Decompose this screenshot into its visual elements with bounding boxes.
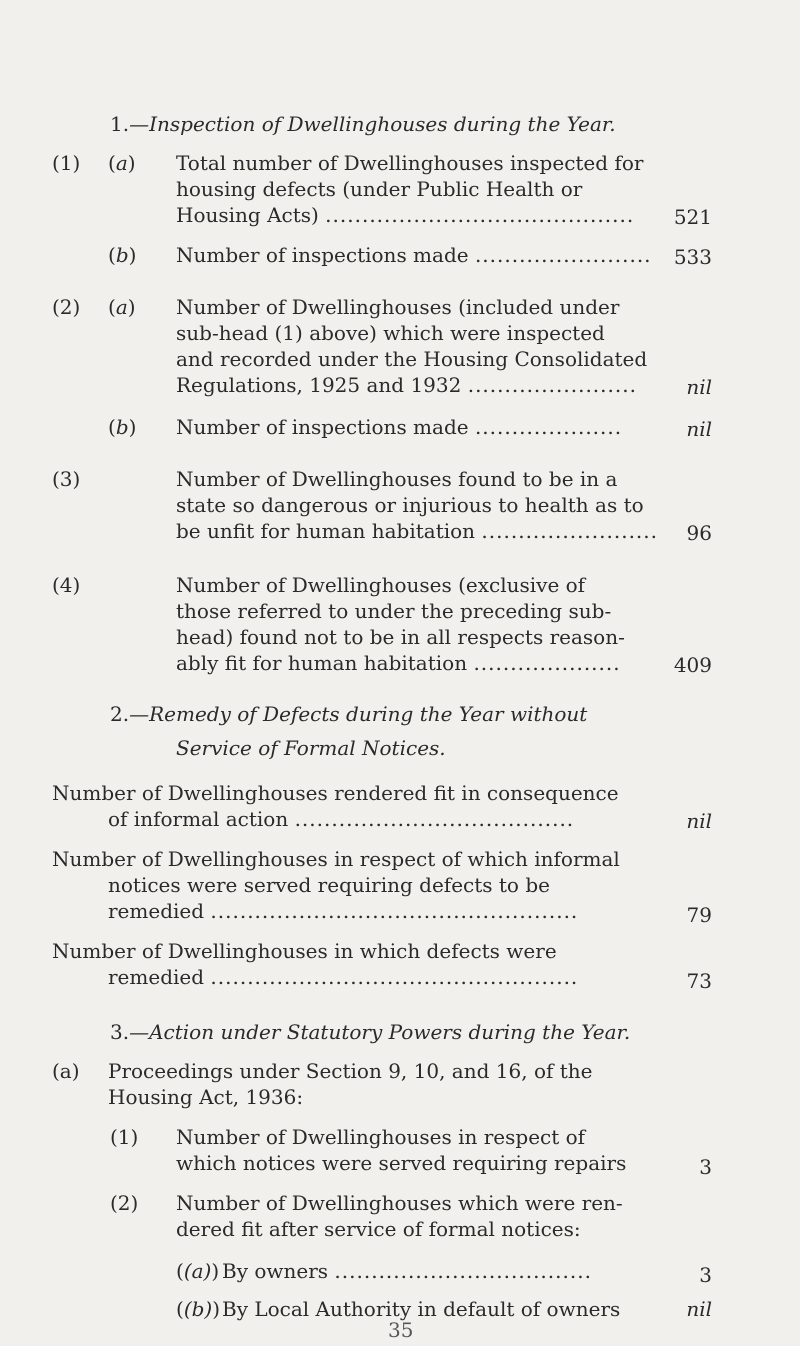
- s2-item-3-line-1: Number of Dwellinghouses in which defects were: [52, 939, 557, 963]
- section-1-title: —Inspection of Dwellinghouses during the Year.: [129, 112, 616, 136]
- item-1a-value: 521: [673, 205, 712, 229]
- item-4-line-1: Number of Dwellinghouses (exclusive of: [176, 573, 586, 597]
- section-3-heading: [110, 1020, 630, 1044]
- item-4-line-3: head) found not to be in all respects reason-: [176, 625, 625, 649]
- item-2a-value: nil: [686, 375, 712, 399]
- item-1b-sub: (b): [108, 243, 137, 267]
- section-2-title-line-2: Service of Formal Notices.: [176, 736, 446, 760]
- s2-item-1-line-2: of informal action ......................................: [108, 807, 575, 831]
- section-2-heading: [110, 702, 587, 726]
- item-4-number: (4): [52, 573, 81, 597]
- s3-item-1-line-1: Number of Dwellinghouses in respect of: [176, 1125, 586, 1149]
- item-1-number: (1): [52, 151, 81, 175]
- s2-item-2-value: 79: [686, 903, 712, 927]
- s3-item-1-line-2: which notices were served requiring repairs: [176, 1151, 627, 1175]
- la-value: nil: [686, 1297, 712, 1321]
- item-1a-line-2: housing defects (under Public Health or: [176, 177, 583, 201]
- item-1b-line-1: Number of inspections made ........................: [176, 243, 652, 267]
- s3-item-2-line-2: dered fit after service of formal notices:: [176, 1217, 581, 1241]
- s2-item-3-line-2: remedied ..................................................: [108, 965, 579, 989]
- item-2b-sub: (b): [108, 415, 137, 439]
- item-3-value: 96: [686, 521, 712, 545]
- s3-sub-a-line-1: Proceedings under Section 9, 10, and 16, of the: [108, 1059, 593, 1083]
- section-2-number: 2.: [110, 702, 130, 726]
- s2-item-1-line-1: Number of Dwellinghouses rendered fit in consequence: [52, 781, 619, 805]
- s2-item-1-value: nil: [686, 809, 712, 833]
- item-1a-sub: (a): [108, 151, 136, 175]
- s3-sub-a-line-2: Housing Act, 1936:: [108, 1085, 304, 1109]
- item-2b-line-1: Number of inspections made ....................: [176, 415, 623, 439]
- owners-sub: ((a)): [176, 1259, 220, 1283]
- s3-sub-a: (a): [52, 1059, 80, 1083]
- item-1a-line-3: Housing Acts) ..........................................: [176, 203, 635, 227]
- item-3-line-2: state so dangerous or injurious to health as to: [176, 493, 644, 517]
- section-1-number: 1.: [110, 112, 130, 136]
- item-1a-line-1: Total number of Dwellinghouses inspected for: [176, 151, 644, 175]
- s3-item-2-line-1: Number of Dwellinghouses which were ren-: [176, 1191, 623, 1215]
- s2-item-2-line-2: notices were served requiring defects to be: [108, 873, 550, 897]
- la-label: By Local Authority in default of owners: [222, 1297, 621, 1321]
- owners-value: 3: [699, 1263, 712, 1287]
- section-3-title: —Action under Statutory Powers during the Year.: [129, 1020, 631, 1044]
- item-2a-line-1: Number of Dwellinghouses (included under: [176, 295, 620, 319]
- item-2a-line-3: and recorded under the Housing Consolidated: [176, 347, 648, 371]
- item-2-number: (2): [52, 295, 81, 319]
- page-number: 35: [388, 1318, 414, 1342]
- la-sub: ((b)): [176, 1297, 221, 1321]
- item-4-line-4: ably fit for human habitation ....................: [176, 651, 621, 675]
- section-3-number: 3.: [110, 1020, 130, 1044]
- item-4-line-2: those referred to under the preceding sub-: [176, 599, 612, 623]
- item-3-line-1: Number of Dwellinghouses found to be in a: [176, 467, 618, 491]
- s3-item-2-number: (2): [110, 1191, 139, 1215]
- section-1-heading: [110, 112, 616, 136]
- section-2-title-line-1: —Remedy of Defects during the Year without: [129, 702, 588, 726]
- s3-item-1-number: (1): [110, 1125, 139, 1149]
- s2-item-2-line-1: Number of Dwellinghouses in respect of which informal: [52, 847, 620, 871]
- item-1b-value: 533: [673, 245, 712, 269]
- item-4-value: 409: [673, 653, 712, 677]
- owners-label: By owners ...................................: [222, 1259, 592, 1283]
- s2-item-3-value: 73: [686, 969, 712, 993]
- s3-item-1-value: 3: [699, 1155, 712, 1179]
- item-3-number: (3): [52, 467, 81, 491]
- item-2a-line-4: Regulations, 1925 and 1932 .......................: [176, 373, 637, 397]
- item-2a-line-2: sub-head (1) above) which were inspected: [176, 321, 605, 345]
- item-2b-value: nil: [686, 417, 712, 441]
- item-3-line-3: be unfit for human habitation ........................: [176, 519, 658, 543]
- item-2a-sub: (a): [108, 295, 136, 319]
- s2-item-2-line-3: remedied ..................................................: [108, 899, 579, 923]
